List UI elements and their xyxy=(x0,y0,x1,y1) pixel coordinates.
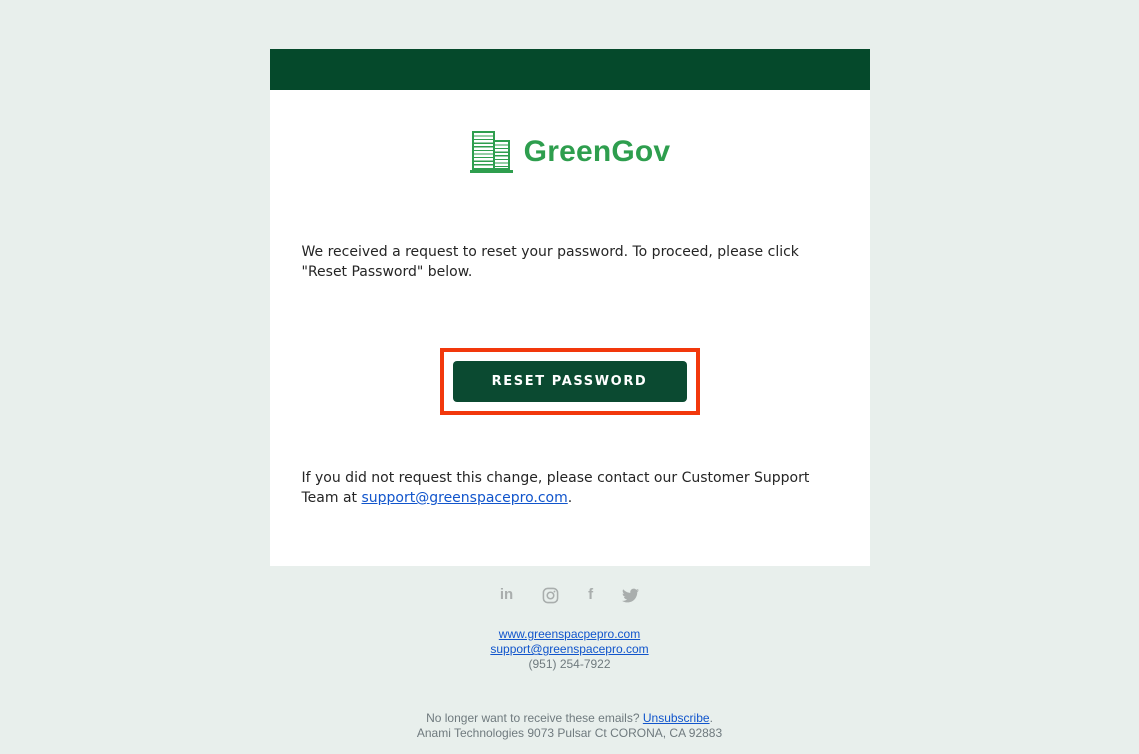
unsubscribe-suffix: . xyxy=(709,711,713,725)
email-card xyxy=(270,49,870,566)
phone-number: (951) 254-7922 xyxy=(528,657,611,671)
brand-logo xyxy=(302,128,838,174)
linkedin-icon[interactable]: in xyxy=(499,586,514,603)
action-row xyxy=(302,348,838,415)
reset-password-button[interactable]: RESET PASSWORD xyxy=(453,361,687,402)
support-email-link[interactable]: support@greenspacepro.com xyxy=(361,490,568,506)
support-paragraph-suffix: . xyxy=(567,490,573,506)
social-icons-row xyxy=(0,586,1139,604)
email-footer xyxy=(0,566,1139,741)
footer-links xyxy=(0,627,1139,672)
action-highlight-box xyxy=(440,348,700,415)
email-content xyxy=(270,90,870,566)
unsubscribe-line xyxy=(0,711,1139,726)
facebook-icon[interactable]: f xyxy=(588,586,594,603)
building-right-shape xyxy=(493,140,510,170)
brand-name: GreenGov xyxy=(523,135,671,168)
company-address: Anami Technologies 9073 Pulsar Ct CORONA, CA 92883 xyxy=(416,726,723,740)
website-link[interactable]: www.greenspacpepro.com xyxy=(498,627,641,641)
intro-paragraph: We received a request to reset your password. To proceed, please click "Reset Password" below. xyxy=(301,244,799,280)
buildings-icon xyxy=(469,128,515,174)
unsubscribe-block xyxy=(0,711,1139,741)
support-paragraph xyxy=(302,468,838,508)
instagram-icon[interactable] xyxy=(542,587,559,604)
building-left-shape xyxy=(472,131,495,170)
email-header-bar xyxy=(270,49,870,90)
unsubscribe-prefix: No longer want to receive these emails? xyxy=(426,711,643,725)
support-paragraph-prefix: If you did not request this change, please contact our Customer Support Team at xyxy=(301,470,810,506)
unsubscribe-link[interactable]: Unsubscribe xyxy=(642,711,710,725)
footer-support-email-link[interactable]: support@greenspacepro.com xyxy=(490,642,649,656)
building-base-shape xyxy=(470,170,513,173)
twitter-icon[interactable] xyxy=(622,587,639,604)
